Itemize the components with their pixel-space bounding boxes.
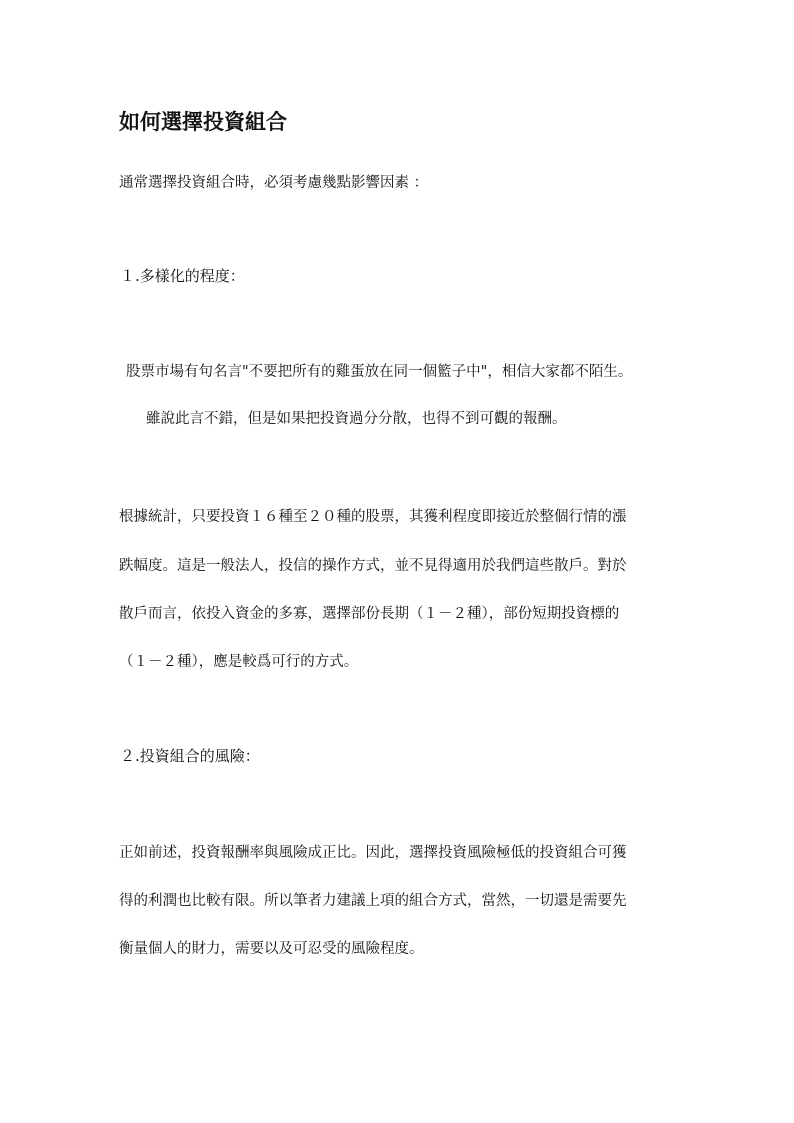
section1-paragraph-line-4: （１－２種），應是較爲可行的方式。 <box>119 654 359 670</box>
section2-paragraph-line-2: 得的利潤也比較有限。所以筆者力建議上項的組合方式，當然，一切還是需要先 <box>119 893 627 909</box>
section1-paragraph-line-1: 根據統計，只要投資１６種至２０種的股票，其獲利程度即接近於整個行情的漲 <box>119 509 627 525</box>
section1-heading: １.多樣化的程度： <box>120 267 245 285</box>
document-title: 如何選擇投資組合 <box>119 110 287 134</box>
intro-paragraph: 通常選擇投資組合時，必須考慮幾點影響因素 ： <box>119 175 429 191</box>
section2-paragraph-line-3: 衡量個人的財力，需要以及可忍受的風險程度。 <box>119 941 424 957</box>
section1-paragraph-line-3: 散戶而言，依投入資金的多寡，選擇部份長期（１－２種），部份短期投資標的 <box>119 606 620 622</box>
section1-paragraph-line-2: 跌幅度。這是一般法人，投信的操作方式，並不見得適用於我們這些散戶。對於 <box>119 558 627 574</box>
section1-quote-line-2: 雖說此言不錯，但是如果把投資過分分散，也得不到可觀的報酬。 <box>146 411 567 427</box>
section1-quote-line-1: 股票市場有句名言"不要把所有的雞蛋放在同一個籃子中"，相信大家都不陌生。 <box>126 364 633 380</box>
section2-heading: ２.投資組合的風險： <box>120 747 260 765</box>
section2-paragraph-line-1: 正如前述，投資報酬率與風險成正比。因此，選擇投資風險極低的投資組合可獲 <box>119 845 627 861</box>
